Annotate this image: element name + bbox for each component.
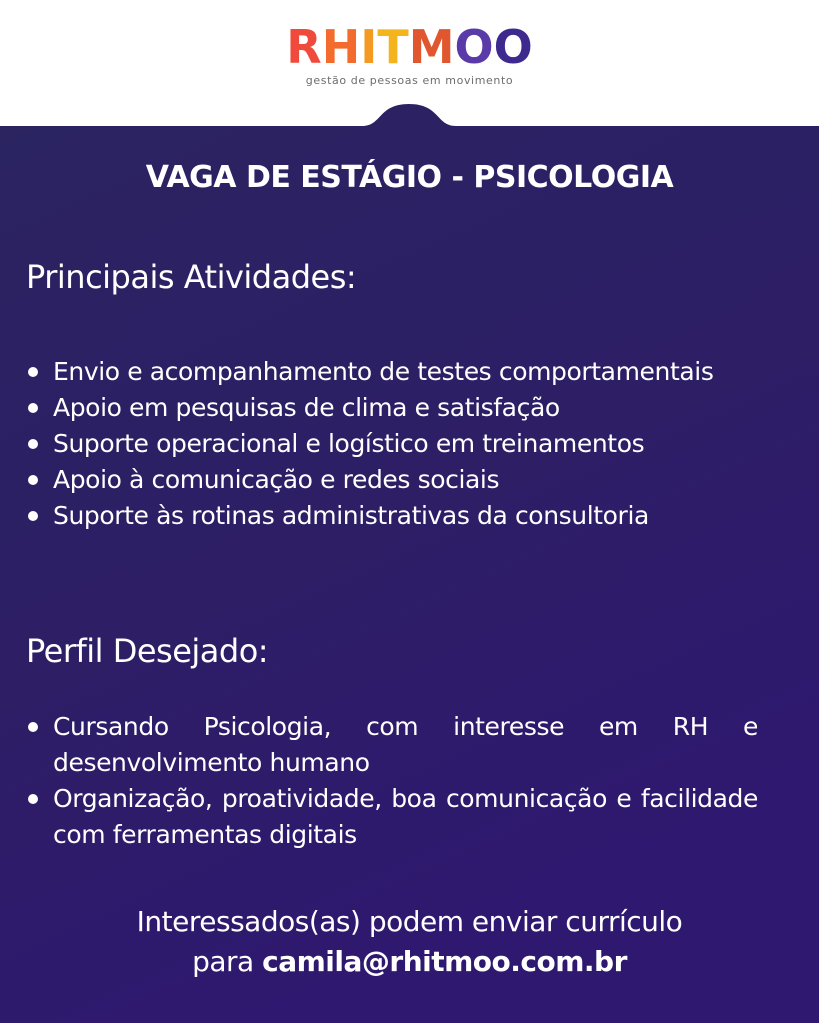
list-item-text: Suporte às rotinas administrativas da consultoria <box>53 501 649 530</box>
contact-email: camila@rhitmoo.com.br <box>262 945 627 978</box>
bullet-icon <box>28 475 38 485</box>
page-title: VAGA DE ESTÁGIO - PSICOLOGIA <box>145 160 674 195</box>
bullet-icon <box>28 403 38 413</box>
footer-prefix: para <box>192 945 254 978</box>
list-item <box>26 498 758 534</box>
logo-letter: M <box>408 20 455 74</box>
list-item <box>26 781 758 853</box>
logo-letter: H <box>321 20 361 74</box>
list-item-text: Envio e acompanhamento de testes comportamentais <box>53 357 714 386</box>
list-item-text: Apoio em pesquisas de clima e satisfação <box>53 393 560 422</box>
footer-contact-line <box>0 942 819 982</box>
bullet-icon <box>28 511 38 521</box>
list-item-text: Cursando Psicologia, com interesse em RH e desenvolvimento humano <box>53 712 758 777</box>
logo-letter: R <box>286 20 322 74</box>
logo-letter: O <box>454 20 494 74</box>
activities-list <box>26 354 758 534</box>
bullet-icon <box>28 794 38 804</box>
list-item <box>26 426 758 462</box>
list-item <box>26 709 758 781</box>
footer-line: Interessados(as) podem enviar currículo <box>136 905 683 938</box>
logo-letter: O <box>493 20 533 74</box>
bullet-icon <box>28 367 38 377</box>
logo-letter: T <box>377 20 409 74</box>
contact-footer <box>0 902 819 982</box>
profile-heading: Perfil Desejado: <box>26 632 269 670</box>
logo-tagline: gestão de pessoas em movimento <box>305 74 514 87</box>
logo-letter: I <box>360 20 378 74</box>
activities-heading: Principais Atividades: <box>26 258 357 296</box>
list-item-text: Suporte operacional e logístico em treinamentos <box>53 429 645 458</box>
list-item <box>26 354 758 390</box>
list-item <box>26 390 758 426</box>
list-item <box>26 462 758 498</box>
list-item-text: Apoio à comunicação e redes sociais <box>53 465 500 494</box>
profile-list <box>26 709 758 853</box>
bullet-icon <box>28 439 38 449</box>
list-item-text: Organização, proatividade, boa comunicação e facilidade com ferramentas digitais <box>53 784 758 849</box>
bullet-icon <box>28 722 38 732</box>
